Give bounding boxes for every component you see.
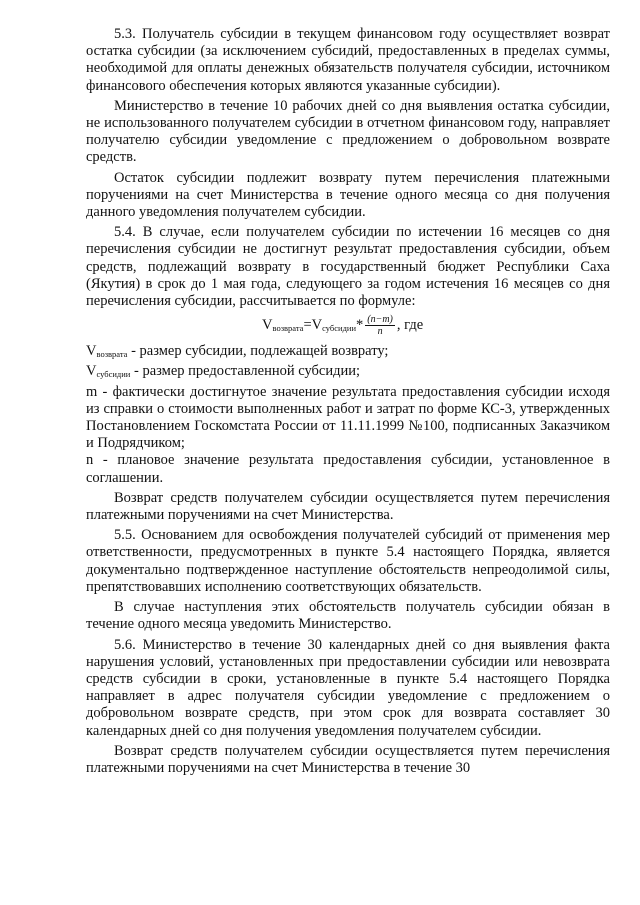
formula-denominator: n <box>377 326 383 338</box>
definition-v-subsidy <box>86 363 610 383</box>
def-v-subsidy-sub: субсидии <box>96 369 131 380</box>
return-formula <box>86 314 610 339</box>
definition-m: m - фактически достигнутое значение результата предоставления субсидии исходя из справки о стоимости выполненных работ и затрат по форме КС-3, утвержденных Постановлением Госкомстата России от 11.11.1999 №100, подписанных Заказчиком и Подрядчиком; <box>86 383 610 452</box>
definition-v-return <box>86 343 610 363</box>
formula-sub-return: возврата <box>272 323 304 334</box>
formula-tail: , где <box>396 317 424 334</box>
definition-n: n - плановое значение результата предоставления субсидии, установленное в соглашении. <box>86 452 610 486</box>
def-v-return-symbol: V <box>86 343 97 360</box>
formula-fraction <box>365 314 395 337</box>
formula-star: * <box>356 317 364 334</box>
paragraph-ministry-notice: Министерство в течение 10 рабочих дней со дня выявления остатка субсидии, не использованного получателем субсидии в отчетном финансовом году, направляет получателю субсидии уведомление с предложением о добровольном возврате средств. <box>86 97 610 166</box>
def-v-return-sub: возврата <box>96 349 128 360</box>
paragraph-5-3: 5.3. Получатель субсидии в текущем финансовом году осуществляет возврат остатка субсидии (за исключением субсидий, предоставленных в пределах суммы, необходимой для оплаты денежных обязательств получателя субсидии, источником финансового обеспечения которых являются указанные субсидии). <box>86 26 610 94</box>
formula-eq: =V <box>303 317 323 334</box>
formula-numerator: (n−m) <box>367 314 393 326</box>
paragraph-5-6: 5.6. Министерство в течение 30 календарных дней со дня выявления факта нарушения условий, установленных при предоставлении субсидии или невозврата средств субсидии в сроки, установленные в пункте 5.4 настоящего Порядка направляет в адрес получателя субсидии уведомление с предложением о добровольном возврате средств, при этом срок для возврата составляет 30 календарных дней со дня получения уведомления получателем субсидии. <box>86 636 610 739</box>
paragraph-remainder-return: Остаток субсидии подлежит возврату путем перечисления платежными поручениями на счет Министерства в течение одного месяца со дня получения данного уведомления получателем субсидии. <box>86 169 610 221</box>
formula-v: V <box>262 317 273 334</box>
def-v-subsidy-symbol: V <box>86 363 97 380</box>
paragraph-return-funds: Возврат средств получателем субсидии осуществляется путем перечисления платежными поручениями на счет Министерства. <box>86 489 610 524</box>
def-v-subsidy-text: - размер предоставленной субсидии; <box>130 363 361 380</box>
paragraph-5-5: 5.5. Основанием для освобождения получателей субсидий от применения мер ответственности, предусмотренных в пункте 5.4 настоящего Порядка, является документально подтвержденное наступление обстоятельств непреодолимой силы, препятствовавших исполнению соответствующих обязательств. <box>86 527 610 595</box>
paragraph-5-4: 5.4. В случае, если получателем субсидии по истечении 16 месяцев со дня перечисления субсидии не достигнут результат предоставления субсидии, объем средств, подлежащий возврату в государственный бюджет Республики Саха (Якутия) в срок до 1 мая года, следующего за годом истечения 16 месяцев со дня перечисления субсидии, рассчитывается по формуле: <box>86 224 610 310</box>
formula-sub-subsidy: субсидии <box>322 323 356 334</box>
paragraph-force-majeure: В случае наступления этих обстоятельств получатель субсидии обязан в течение одного месяца уведомить Министерство. <box>86 599 610 633</box>
def-v-return-text: - размер субсидии, подлежащей возврату; <box>127 343 389 360</box>
paragraph-last: Возврат средств получателем субсидии осуществляется путем перечисления платежными поручениями на счет Министерства в течение 30 <box>86 742 610 776</box>
